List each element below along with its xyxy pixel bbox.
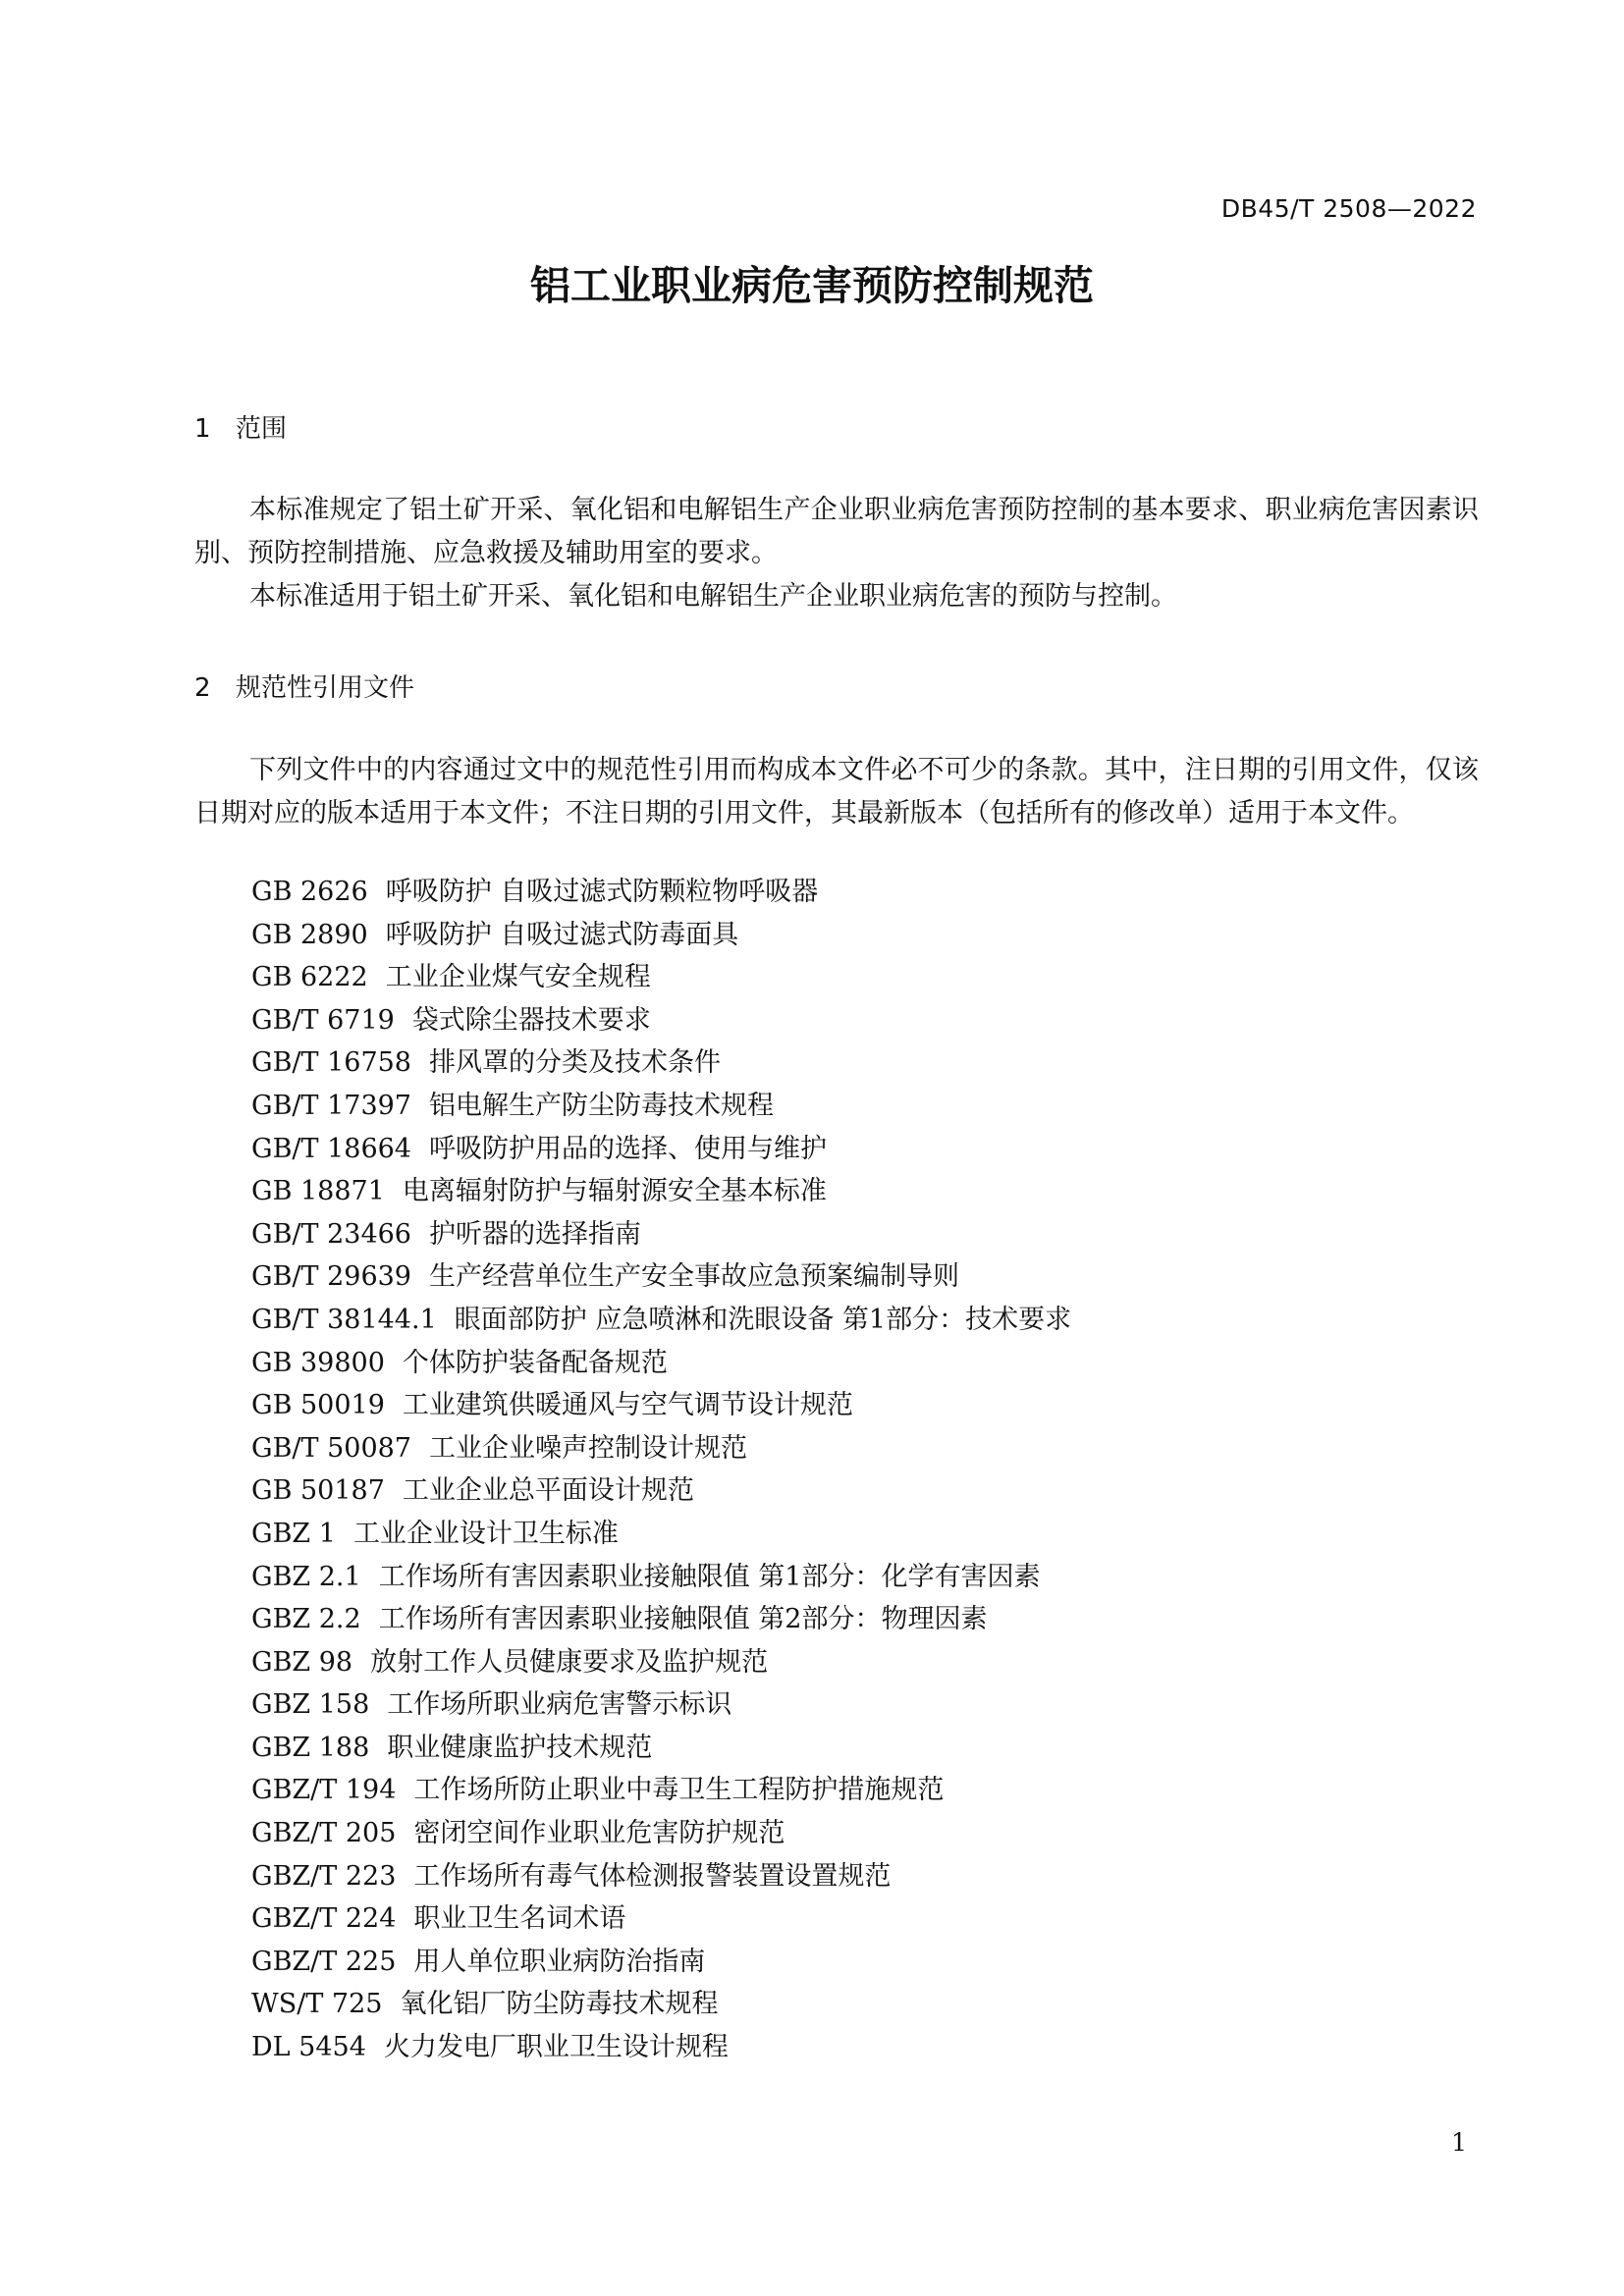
reference-title: 工作场所有害因素职业接触限值 第1部分：化学有害因素 <box>378 1561 1041 1592</box>
reference-title: 个体防护装备配备规范 <box>402 1347 668 1378</box>
reference-title: 工业企业总平面设计规范 <box>402 1475 694 1507</box>
reference-title: 氧化铝厂防尘防毒技术规程 <box>400 1989 719 2020</box>
reference-item <box>251 1513 1071 1556</box>
document-title: 铝工业职业病危害预防控制规范 <box>530 262 1094 309</box>
reference-code: GB/T 6719 <box>251 1004 395 1036</box>
reference-code: GB/T 29639 <box>251 1261 411 1293</box>
reference-title: 铝电解生产防尘防毒技术规程 <box>429 1090 774 1121</box>
reference-item <box>251 999 1071 1042</box>
reference-code: GBZ/T 194 <box>251 1775 397 1806</box>
reference-title: 眼面部防护 应急喷淋和洗眼设备 第1部分：技术要求 <box>454 1304 1072 1335</box>
reference-title: 用人单位职业病防治指南 <box>413 1946 706 1977</box>
reference-title: 工作场所防止职业中毒卫生工程防护措施规范 <box>413 1775 945 1806</box>
reference-code: GBZ 2.2 <box>251 1604 361 1635</box>
references-intro-paragraph: 下列文件中的内容通过文中的规范性引用而构成本文件必不可少的条款。其中，注日期的引用文件，仅该日期对应的版本适用于本文件；不注日期的引用文件，其最新版本（包括所有的修改单）适用于本文件。 <box>194 755 1479 828</box>
reference-code: GB 18871 <box>251 1176 385 1207</box>
reference-code: GBZ 158 <box>251 1689 370 1721</box>
reference-item <box>251 1041 1071 1085</box>
reference-code: GBZ 2.1 <box>251 1561 361 1592</box>
reference-item <box>251 1941 1071 1984</box>
reference-code: GBZ 188 <box>251 1732 370 1763</box>
section-number: 2 <box>194 673 211 703</box>
section-title: 范围 <box>236 414 288 444</box>
reference-code: GBZ/T 224 <box>251 1903 397 1935</box>
reference-code: GB/T 16758 <box>251 1047 411 1079</box>
section-heading-normative-references <box>194 667 414 704</box>
reference-title: 呼吸防护用品的选择、使用与维护 <box>429 1133 827 1164</box>
reference-title: 工作场所有毒气体检测报警装置设置规范 <box>413 1860 892 1892</box>
reference-title: 呼吸防护 自吸过滤式防毒面具 <box>385 919 739 950</box>
reference-item <box>251 1342 1071 1385</box>
reference-code: GBZ 1 <box>251 1518 336 1549</box>
reference-code: GB 2626 <box>251 877 368 907</box>
reference-code: GB 39800 <box>251 1347 385 1378</box>
section-heading-scope <box>194 408 287 445</box>
reference-item <box>251 1085 1071 1128</box>
reference-item <box>251 1427 1071 1470</box>
reference-item <box>251 1556 1071 1599</box>
reference-title: 火力发电厂职业卫生设计规程 <box>383 2032 729 2063</box>
reference-item <box>251 914 1071 957</box>
reference-code: GBZ/T 223 <box>251 1860 397 1892</box>
reference-title: 护听器的选择指南 <box>429 1218 641 1250</box>
reference-item <box>251 1727 1071 1770</box>
reference-item <box>251 1213 1071 1256</box>
reference-code: GBZ/T 225 <box>251 1946 397 1977</box>
reference-title: 职业健康监护技术规范 <box>387 1732 653 1763</box>
reference-title: 放射工作人员健康要求及监护规范 <box>370 1646 769 1678</box>
reference-item <box>251 1769 1071 1812</box>
reference-title: 工作场所职业病危害警示标识 <box>387 1689 732 1721</box>
reference-code: GB 6222 <box>251 962 368 993</box>
reference-title: 密闭空间作业职业危害防护规范 <box>413 1818 785 1849</box>
reference-code: GB 50019 <box>251 1390 385 1421</box>
reference-item <box>251 1812 1071 1855</box>
reference-item <box>251 1299 1071 1342</box>
scope-paragraph-2: 本标准适用于铝土矿开采、氧化铝和电解铝生产企业职业病危害的预防与控制。 <box>249 581 1177 612</box>
reference-item <box>251 1855 1071 1898</box>
reference-title: 职业卫生名词术语 <box>413 1903 626 1935</box>
standard-code: DB45/T 2508—2022 <box>1220 194 1477 223</box>
reference-item <box>251 871 1071 914</box>
reference-item <box>251 1641 1071 1684</box>
reference-title: 排风罩的分类及技术条件 <box>429 1047 721 1079</box>
reference-item <box>251 956 1071 999</box>
section-number: 1 <box>194 414 211 444</box>
reference-title: 电离辐射防护与辐射源安全基本标准 <box>402 1176 827 1207</box>
reference-code: GB/T 18664 <box>251 1133 411 1164</box>
reference-title: 袋式除尘器技术要求 <box>411 1004 651 1036</box>
reference-code: GB/T 17397 <box>251 1090 411 1121</box>
reference-title: 工业企业噪声控制设计规范 <box>429 1432 747 1464</box>
scope-paragraph-1: 本标准规定了铝土矿开采、氧化铝和电解铝生产企业职业病危害预防控制的基本要求、职业病危害因素识别、预防控制措施、应急救援及辅助用室的要求。 <box>194 495 1479 568</box>
reference-item <box>251 1983 1071 2026</box>
reference-item <box>251 1598 1071 1641</box>
section-title: 规范性引用文件 <box>236 673 415 703</box>
reference-title: 工业企业设计卫生标准 <box>352 1518 619 1549</box>
reference-title: 工业建筑供暖通风与空气调节设计规范 <box>402 1390 853 1421</box>
reference-code: GB/T 38144.1 <box>251 1304 437 1335</box>
reference-code: DL 5454 <box>251 2032 366 2063</box>
reference-item <box>251 1128 1071 1171</box>
reference-item <box>251 1469 1071 1513</box>
reference-code: GB/T 50087 <box>251 1432 411 1464</box>
reference-code: WS/T 725 <box>251 1989 383 2020</box>
reference-code: GB 2890 <box>251 919 368 950</box>
reference-item <box>251 1683 1071 1727</box>
reference-code: GB 50187 <box>251 1475 385 1507</box>
reference-item <box>251 1170 1071 1213</box>
reference-title: 呼吸防护 自吸过滤式防颗粒物呼吸器 <box>385 877 819 907</box>
reference-code: GBZ/T 205 <box>251 1818 397 1849</box>
reference-title: 工业企业煤气安全规程 <box>385 962 651 993</box>
reference-item <box>251 2026 1071 2069</box>
reference-title: 工作场所有害因素职业接触限值 第2部分：物理因素 <box>378 1604 988 1635</box>
reference-code: GB/T 23466 <box>251 1218 411 1250</box>
reference-code: GBZ 98 <box>251 1646 353 1678</box>
reference-item <box>251 1255 1071 1299</box>
page-number: 1 <box>1451 2128 1467 2157</box>
reference-title: 生产经营单位生产安全事故应急预案编制导则 <box>429 1261 959 1293</box>
reference-item <box>251 1897 1071 1941</box>
reference-item <box>251 1384 1071 1427</box>
reference-list <box>251 871 1071 2069</box>
